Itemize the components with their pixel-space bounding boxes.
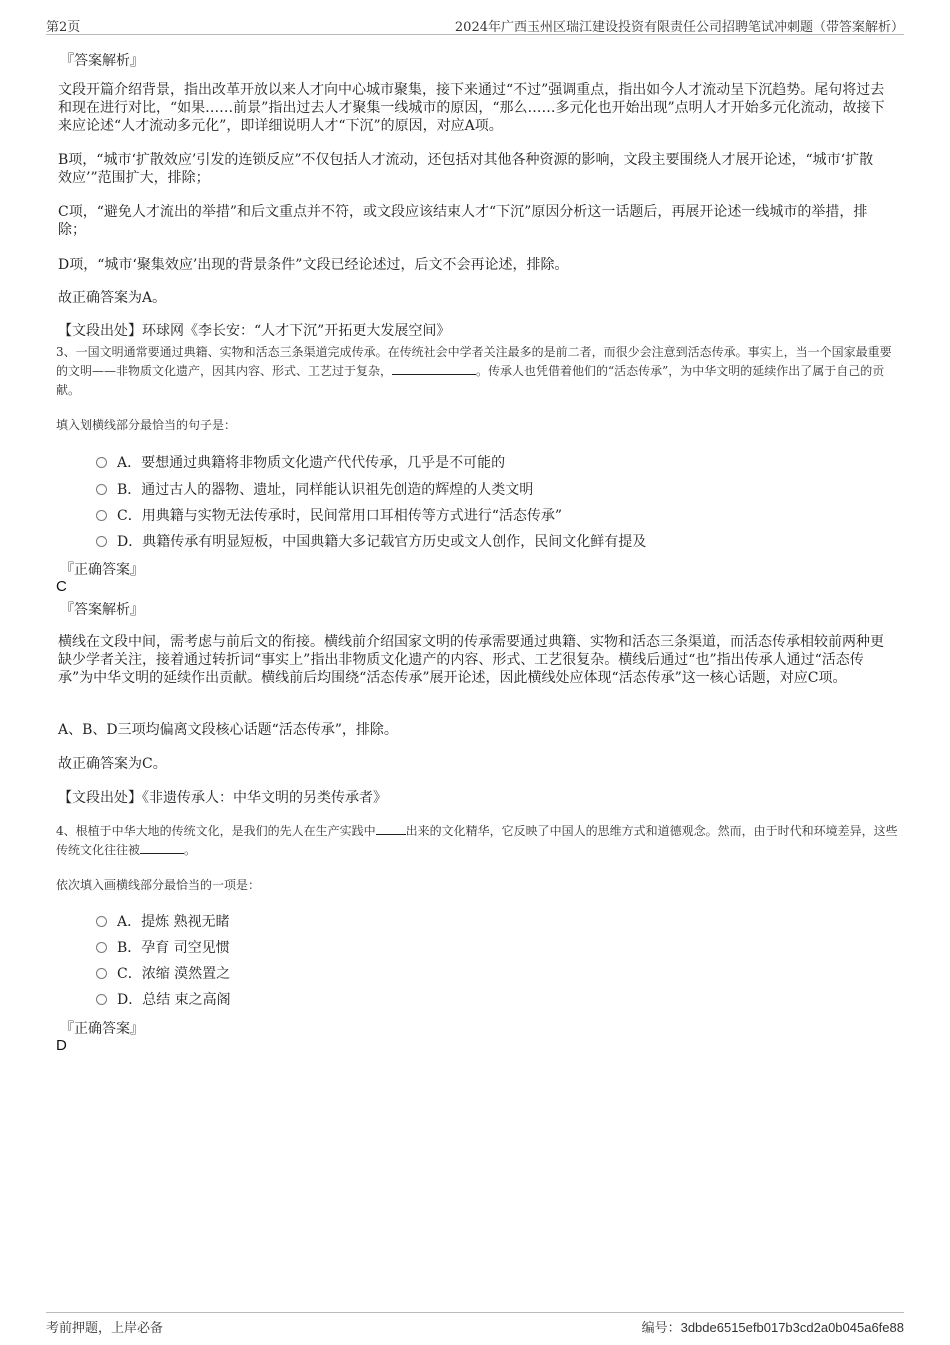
q3-option-b-text: 通过古人的器物、遗址，同样能认识祖先创造的辉煌的人类文明	[141, 482, 534, 498]
q3-source: 【文段出处】《非遗传承人：中华文明的另类传承者》	[58, 790, 387, 806]
page-number: 第2页	[46, 20, 81, 35]
q3-option-d-text: 典籍传承有明显短板，中国典籍大多记载官方历史或文人创作，民间文化鲜有提及	[142, 534, 647, 550]
q4-option-a[interactable]	[96, 911, 230, 931]
q4-stem-part-c: 。	[184, 843, 197, 857]
q3-conclusion: 故正确答案为C。	[58, 756, 167, 772]
q3-option-d-letter: D．	[117, 534, 143, 550]
q3-option-a-text: 要想通过典籍将非物质文化遗产代代传承，几乎是不可能的	[141, 455, 506, 471]
q3-analysis-paragraph-1: 横线在文段中间，需考虑与前后文的衔接。横线前介绍国家文明的传承需要通过典籍、实物和活态三条渠道，而活态传承相较前两种更缺少学者关注，接着通过转折词“事实上”指出非物质文化遗产的内容、形式、工艺很复杂。横线后通过“也”指出传承人通过“活态传承”为中华文明的延续作出贡献。横线前后均围绕“活态传承”展开论述，因此横线处应体现“活态传承”这一核心话题，对应C项。	[58, 634, 884, 686]
document-code	[642, 1317, 904, 1336]
radio-icon[interactable]	[96, 942, 107, 953]
radio-icon[interactable]	[96, 510, 107, 521]
radio-icon[interactable]	[96, 536, 107, 547]
q2-analysis-paragraph-3: C项，“避免人才流出的举措”和后文重点并不符，或文段应该结束人才“下沉”原因分析这一话题后，再展开论述一线城市的举措，排除；	[58, 204, 868, 238]
q3-stem-before: 3、一国文明通常要通过典籍、实物和活态三条渠道完成传承。在传统社会中学者关注最多的是前二者，而很少会注意到活态传承。事实上，当一个国家最重要的文明——非物质文化遗产，因其内容、形式、工艺过于复杂，	[56, 345, 892, 378]
q3-stem	[56, 343, 894, 400]
document-title: 2024年广西玉州区瑞江建设投资有限责任公司招聘笔试冲刺题（带答案解析）	[454, 20, 904, 35]
q4-option-a-letter: A．	[117, 914, 142, 930]
q4-stem-part-b: 出来的文化精华，它反映了中国人的思维方式和道德观念。然而，由于时代和环境差异，这些传统文化往往被	[56, 824, 898, 857]
q4-option-a-text: 提炼 熟视无睹	[141, 914, 230, 930]
q4-option-c-text: 浓缩 漠然置之	[141, 966, 231, 982]
document-code-value: 3dbde6515efb017b3cd2a0b045a6fe88	[680, 1320, 904, 1335]
radio-icon[interactable]	[96, 484, 107, 495]
q3-analysis-paragraph-2: A、B、D三项均偏离文段核心话题“活态传承”，排除。	[58, 722, 398, 738]
radio-icon[interactable]	[96, 994, 107, 1005]
q4-option-c[interactable]	[96, 963, 230, 983]
q4-option-d[interactable]	[96, 989, 231, 1009]
q3-prompt: 填入划横线部分最恰当的句子是：	[56, 418, 237, 432]
q4-blank-1	[376, 822, 406, 835]
q2-source: 【文段出处】环球网《李长安：“人才下沉”开拓更大发展空间》	[58, 323, 451, 339]
footer-slogan: 考前押题，上岸必备	[46, 1321, 164, 1336]
radio-icon[interactable]	[96, 457, 107, 468]
q4-stem	[56, 822, 898, 860]
q4-option-b-letter: B．	[117, 940, 142, 956]
q3-option-b-letter: B．	[117, 482, 142, 498]
radio-icon[interactable]	[96, 968, 107, 979]
q3-option-d[interactable]	[96, 531, 646, 551]
q3-answer: C	[56, 578, 67, 595]
document-code-label: 编号：	[641, 1320, 681, 1335]
q4-blank-2	[140, 841, 184, 854]
q3-option-a[interactable]	[96, 452, 505, 472]
q4-stem-part-a: 4、根植于中华大地的传统文化，是我们的先人在生产实践中	[56, 824, 376, 838]
q4-option-b[interactable]	[96, 937, 230, 957]
q4-option-d-letter: D．	[117, 992, 143, 1008]
q3-correct-tag: 『正确答案』	[60, 562, 144, 578]
page-header	[46, 14, 904, 35]
page-footer	[46, 1312, 904, 1337]
q2-analysis-paragraph-1: 文段开篇介绍背景，指出改革开放以来人才向中心城市聚集，接下来通过“不过”强调重点，指出如今人才流动呈下沉趋势。尾句将过去和现在进行对比，“如果……前景”指出过去人才聚集一线城市的原因，“那么……多元化也开始出现”点明人才开始多元化流动，故接下来应论述“人才流动多元化”，即详细说明人才“下沉”的原因，对应A项。	[58, 82, 885, 134]
q4-prompt: 依次填入画横线部分最恰当的一项是：	[56, 878, 261, 892]
q4-answer: D	[56, 1037, 67, 1054]
q4-option-c-letter: C．	[117, 966, 142, 982]
q3-blank	[392, 362, 476, 375]
q4-option-b-text: 孕育 司空见惯	[141, 940, 230, 956]
q2-conclusion: 故正确答案为A。	[58, 290, 167, 306]
q4-correct-tag: 『正确答案』	[60, 1021, 144, 1037]
q3-analysis-tag: 『答案解析』	[60, 602, 144, 618]
q3-option-b[interactable]	[96, 479, 533, 499]
q2-analysis-tag: 『答案解析』	[60, 53, 144, 69]
radio-icon[interactable]	[96, 916, 107, 927]
q2-analysis-paragraph-2: B项，“城市‘扩散效应’引发的连锁反应”不仅包括人才流动，还包括对其他各种资源的影响，文段主要围绕人才展开论述，“城市‘扩散效应’”范围扩大，排除；	[58, 152, 874, 186]
q3-stem-after: 。传承人也凭借着他们的“活态传承”，为中华文明的延续作出了属于自己的贡献。	[56, 364, 885, 397]
q3-option-c-text: 用典籍与实物无法传承时，民间常用口耳相传等方式进行“活态传承”	[141, 508, 563, 524]
q3-option-a-letter: A．	[117, 455, 142, 471]
q4-option-d-text: 总结 束之高阁	[142, 992, 231, 1008]
q2-analysis-paragraph-4: D项，“城市‘聚集效应’出现的背景条件”文段已经论述过，后文不会再论述，排除。	[58, 257, 569, 273]
q3-option-c-letter: C．	[117, 508, 142, 524]
q3-option-c[interactable]	[96, 505, 562, 525]
